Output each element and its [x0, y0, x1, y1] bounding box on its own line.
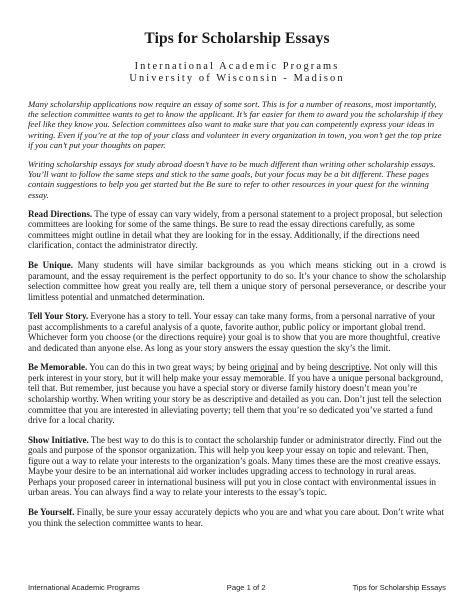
footer-page-number: Page 1 of 2 — [226, 583, 266, 592]
section-read-directions — [28, 209, 446, 251]
section-text: Many students will have similar backgrounds as you which means sticking out in a crowd is paramount, and the essay requirement is the perfect opportunity to do so. It’s your chance to show the scholarship selection committee how great you really are, tell them a unique story of personal perseverance, or describe your limitless potential and unmatched determination. — [28, 260, 446, 302]
section-text: . Not only will this perk interest in your story, but it will help make your essay memorable. If you have a unique personal background, tell that. But remember, just because you have a special story or diverse family history doesn’t mean you’re scholarship worthy. When writing your story be as descriptive and detailed as you can. Don’t just tell the selection committee that you are interested in alleviating poverty; tell them that you’re so dedicated you’ve started a fund drive for a local charity. — [28, 362, 443, 426]
intro-paragraph-1: Many scholarship applications now require an essay of some sort. This is for a number of reasons, most importantly, the selection committee wants to get to know the applicant. It’s far easier for them to award you the scholarship if they feel like they know you. Selection committees also want to make sure that you can competently express your ideas in writing. Even if you’re at the top of your class and volunteer in every organization in town, you won’t get the top prize if you can’t put your thoughts on paper. — [28, 99, 443, 150]
subtitle-university: University of Wisconsin - Madison — [129, 73, 345, 84]
section-tell-your-story — [28, 311, 446, 353]
section-text: Finally, be sure your essay accurately depicts who you are and what you care about. Don’t write what you think the selection committee wants to hear. — [28, 506, 444, 528]
section-heading: Be Yourself. — [28, 506, 75, 517]
page-footer — [28, 583, 446, 592]
section-be-yourself — [28, 507, 446, 528]
section-text: The best way to do this is to contact the scholarship funder or administrator directly. Find out the goals and purpose of the sponsor organization. This will help you keep your essay on topic and relevant. Then, figure out a way to relate your interests to the organization’s goals. Many times these are the most creative essays. Maybe your desire to be an international aid worker includes upgrading access to technology in rural areas. Perhaps your proposed career in international business will put you in close contact with environmental issues in urban areas. You can always find a way to relate your interests to the essay’s topic. — [28, 434, 442, 498]
section-text: Everyone has a story to tell. Your essay can take many forms, from a personal narrative of your past accomplishments to a careful analysis of a quote, favorite author, public policy or important global trend. Whichever form you choose (or the directions require) your goal is to show that you are more thoughtful, creative and dedicated than anyone else. As long as your story answers the essay question the sky’s the limit. — [28, 311, 441, 353]
underlined-word-descriptive: descriptive — [329, 362, 370, 373]
section-text: The type of essay can vary widely, from a personal statement to a project proposal, but selection committees are looking for some of the same things. Be sure to read the essay directions carefully, as some committees might outline in detail what they are looking for in the essay. Additionally, if the directions need clarification, contact the administrator directly. — [28, 208, 443, 251]
section-heading: Read Directions. — [28, 208, 93, 219]
footer-right: Tips for Scholarship Essays — [352, 583, 446, 592]
section-heading: Be Memorable. — [28, 362, 88, 373]
section-text: You can do this in two great ways; by being — [87, 362, 251, 373]
section-heading: Show Initiative. — [28, 434, 89, 445]
section-heading: Tell Your Story. — [28, 311, 89, 322]
section-show-initiative — [28, 435, 446, 498]
section-text: and by being — [278, 362, 330, 373]
document-title: Tips for Scholarship Essays — [144, 30, 330, 47]
footer-left: International Academic Programs — [28, 583, 140, 592]
subtitle-organization: International Academic Programs — [134, 61, 340, 72]
section-be-memorable — [28, 362, 446, 425]
underlined-word-original: original — [250, 362, 279, 373]
section-be-unique — [28, 260, 446, 302]
section-heading: Be Unique. — [28, 260, 74, 271]
intro-paragraph-2: Writing scholarship essays for study abroad doesn’t have to be much different than writing other scholarship essays. You’ll want to follow the same steps and stick to the same goals, but your focus may be a bit different. These pages contain suggestions to help you get started but the Be sure to refer to other resources in your quest for the winning essay. — [28, 159, 436, 200]
